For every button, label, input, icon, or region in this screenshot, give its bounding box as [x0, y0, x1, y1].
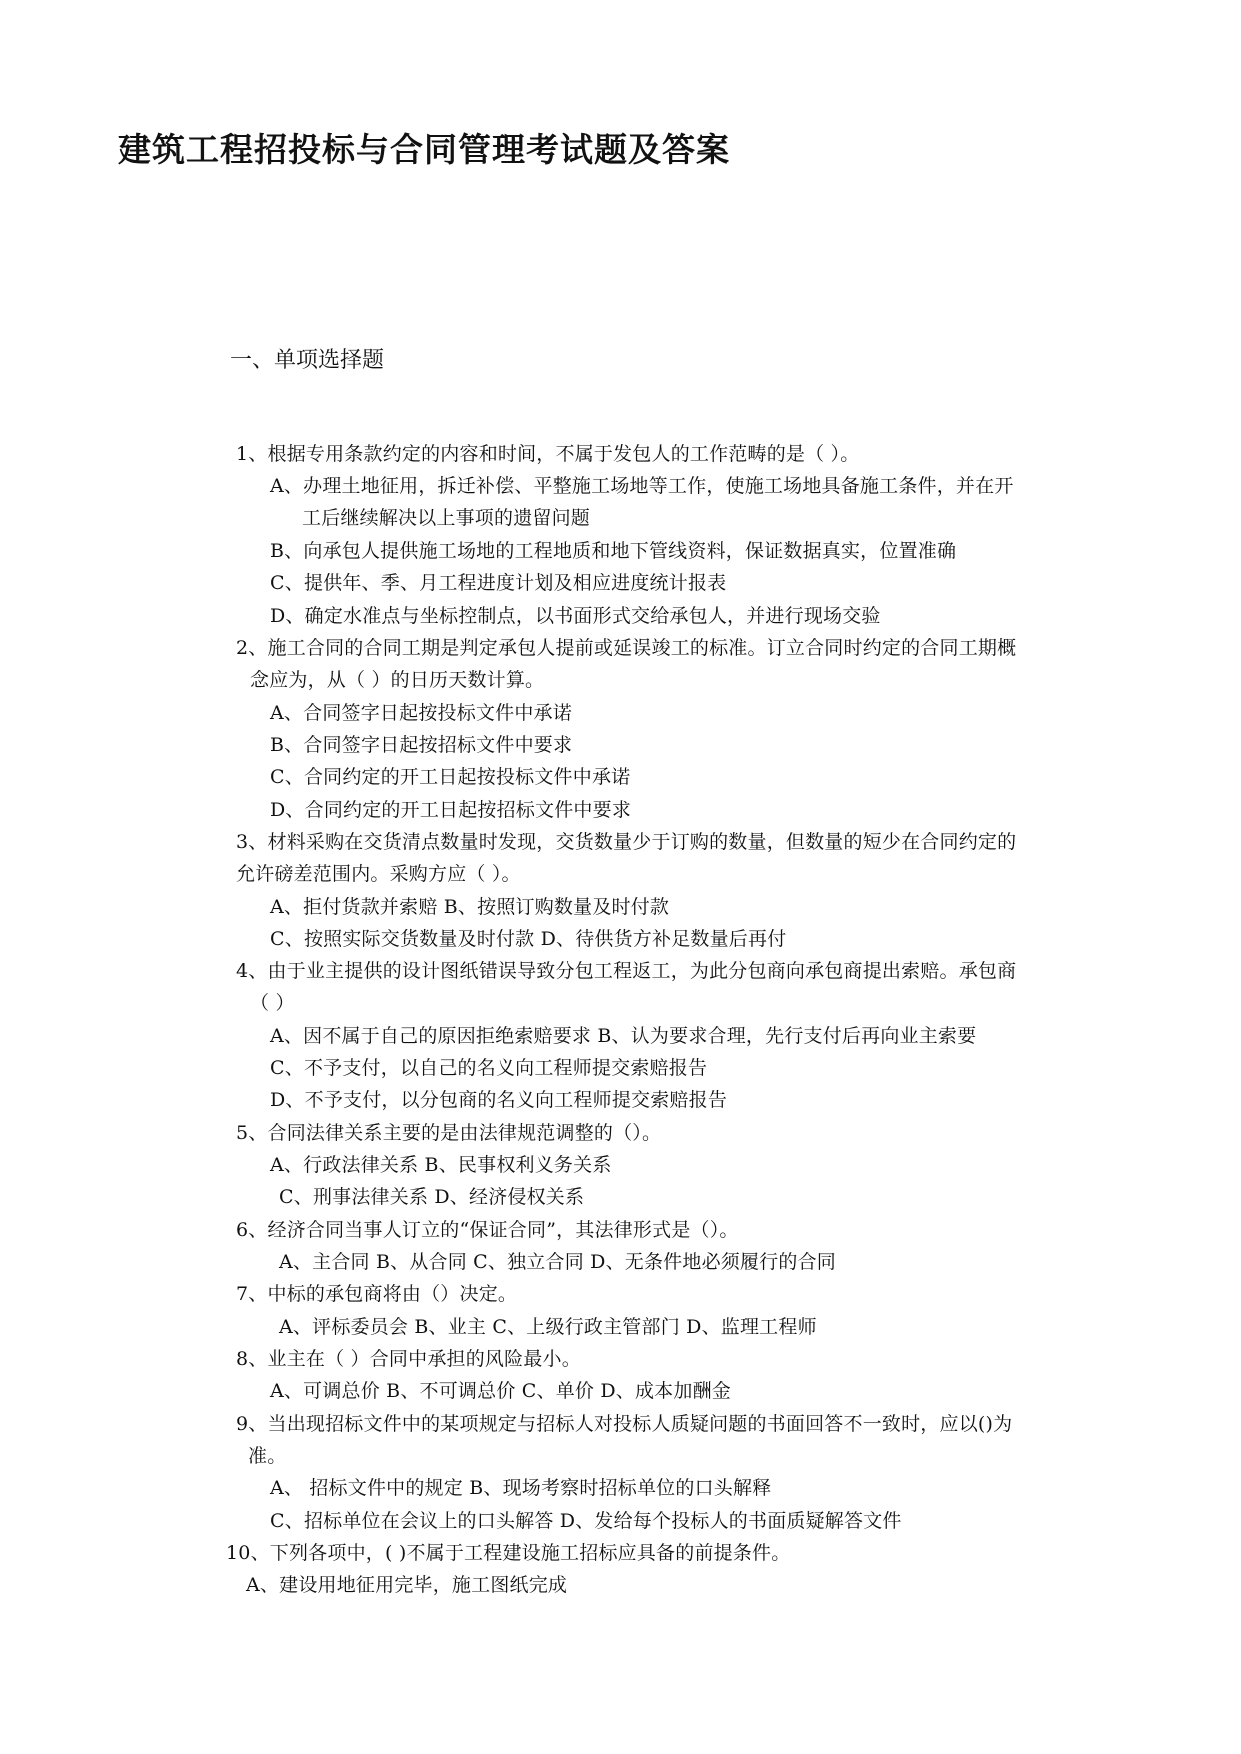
question-2-option-d: D、合同约定的开工日起按招标文件中要求: [270, 799, 632, 821]
document-title: 建筑工程招投标与合同管理考试题及答案: [118, 130, 730, 169]
question-9-stem: 9、当出现招标文件中的某项规定与招标人对投标人质疑问题的书面回答不一致时，应以()为: [236, 1413, 1013, 1435]
question-4-option-d: D、不予支付，以分包商的名义向工程师提交索赔报告: [270, 1089, 728, 1111]
question-3-options-ab: A、拒付货款并索赔 B、按照订购数量及时付款: [270, 896, 670, 918]
question-6-options: A、主合同 B、从合同 C、独立合同 D、无条件地必须履行的合同: [279, 1251, 836, 1273]
question-4-option-c: C、不予支付，以自己的名义向工程师提交索赔报告: [270, 1057, 708, 1079]
question-5-options-cd: C、刑事法律关系 D、经济侵权关系: [279, 1186, 585, 1208]
question-2-stem-cont: 念应为，从（ ）的日历天数计算。: [250, 669, 545, 691]
question-9-options-ab: A、 招标文件中的规定 B、现场考察时招标单位的口头解释: [270, 1477, 772, 1499]
question-1-option-c: C、提供年、季、月工程进度计划及相应进度统计报表: [270, 572, 727, 594]
question-9-stem-cont: 准。: [248, 1445, 287, 1467]
question-4-stem-cont: （ ）: [250, 992, 295, 1014]
question-10-stem: 10、下列各项中，( )不属于工程建设施工招标应具备的前提条件。: [226, 1542, 791, 1564]
question-2-stem: 2、施工合同的合同工期是判定承包人提前或延误竣工的标准。订立合同时约定的合同工期概: [236, 637, 1017, 659]
question-1-stem: 1、根据专用条款约定的内容和时间，不属于发包人的工作范畴的是（ ）。: [236, 443, 860, 465]
question-7-stem: 7、中标的承包商将由（）决定。: [236, 1283, 518, 1305]
question-10-option-a: A、建设用地征用完毕，施工图纸完成: [246, 1574, 568, 1596]
question-1-option-a-cont: 工后继续解决以上事项的遗留问题: [302, 507, 591, 529]
question-9-options-cd: C、招标单位在会议上的口头解答 D、发给每个投标人的书面质疑解答文件: [270, 1510, 902, 1532]
question-8-stem: 8、业主在（ ）合同中承担的风险最小。: [236, 1348, 581, 1370]
question-3-stem-cont: 允许磅差范围内。采购方应（ ）。: [236, 863, 521, 885]
question-3-stem: 3、材料采购在交货清点数量时发现，交货数量少于订购的数量，但数量的短少在合同约定的: [236, 831, 1017, 853]
question-7-options: A、评标委员会 B、业主 C、上级行政主管部门 D、监理工程师: [279, 1316, 817, 1338]
question-4-options-ab: A、因不属于自己的原因拒绝索赔要求 B、认为要求合理，先行支付后再向业主索要: [270, 1025, 977, 1047]
question-1-option-b: B、向承包人提供施工场地的工程地质和地下管线资料，保证数据真实，位置准确: [270, 540, 957, 562]
question-2-option-c: C、合同约定的开工日起按投标文件中承诺: [270, 766, 631, 788]
question-2-option-b: B、合同签字日起按招标文件中要求: [270, 734, 573, 756]
question-6-stem: 6、经济合同当事人订立的“保证合同”，其法律形式是（）。: [236, 1219, 739, 1241]
question-1-option-d: D、确定水准点与坐标控制点，以书面形式交给承包人，并进行现场交验: [270, 605, 881, 627]
question-1-option-a: A、办理土地征用，拆迁补偿、平整施工场地等工作，使施工场地具备施工条件，并在开: [270, 475, 1014, 497]
question-4-stem: 4、由于业主提供的设计图纸错误导致分包工程返工，为此分包商向承包商提出索赔。承包商: [236, 960, 1017, 982]
question-8-options: A、可调总价 B、不可调总价 C、单价 D、成本加酬金: [270, 1380, 731, 1402]
question-5-stem: 5、合同法律关系主要的是由法律规范调整的（）。: [236, 1122, 662, 1144]
question-2-option-a: A、合同签字日起按投标文件中承诺: [270, 702, 572, 724]
section-heading: 一、单项选择题: [230, 348, 385, 373]
question-5-options-ab: A、行政法律关系 B、民事权利义务关系: [270, 1154, 612, 1176]
question-3-options-cd: C、按照实际交货数量及时付款 D、待供货方补足数量后再付: [270, 928, 787, 950]
